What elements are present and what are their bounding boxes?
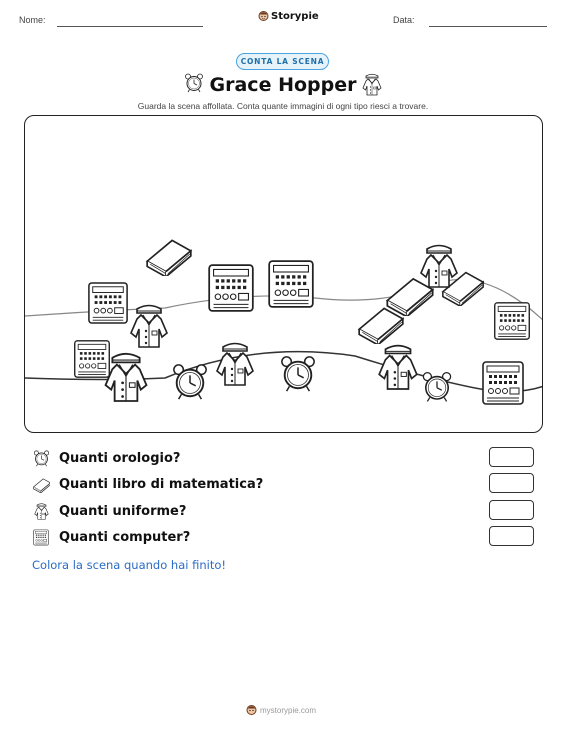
scene-illustration — [25, 116, 543, 433]
question-text: Quanti orologio? — [59, 450, 181, 466]
page-title: Grace Hopper — [209, 74, 357, 96]
computer-icon — [269, 261, 313, 307]
storypie-mascot-icon — [246, 704, 257, 716]
answer-box[interactable] — [489, 447, 534, 467]
name-line[interactable] — [57, 26, 203, 27]
name-label: Nome: — [19, 15, 46, 25]
book-icon — [32, 475, 50, 493]
brand-logo — [258, 10, 319, 22]
uniform-icon — [379, 346, 417, 389]
computer-icon — [209, 265, 253, 311]
computer-icon — [495, 303, 530, 339]
answer-box[interactable] — [489, 473, 534, 493]
question-row — [32, 448, 536, 468]
date-line[interactable] — [429, 26, 547, 27]
question-row — [32, 501, 536, 521]
coloring-note: Colora la scena quando hai finito! — [32, 558, 226, 572]
book-icon — [359, 308, 403, 344]
answer-box[interactable] — [489, 526, 534, 546]
crowded-scene — [24, 115, 543, 433]
book-icon — [147, 240, 191, 276]
instructions: Guarda la scena affollata. Conta quante immagini di ogni tipo riesci a trovare. — [137, 101, 429, 111]
question-text: Quanti uniforme? — [59, 503, 187, 519]
site-footer — [246, 704, 316, 716]
question-row — [32, 527, 536, 547]
question-text: Quanti computer? — [59, 529, 191, 545]
site-url[interactable]: mystorypie.com — [260, 705, 317, 715]
uniform-icon — [361, 72, 383, 96]
activity-badge: CONTA LA SCENA — [236, 53, 329, 70]
storypie-mascot-icon — [258, 10, 269, 22]
book-icon — [387, 279, 432, 317]
computer-icon — [483, 362, 523, 404]
uniform-icon — [217, 344, 253, 386]
brand-name: Storypie — [271, 10, 319, 22]
computer-icon — [32, 528, 50, 546]
uniform-icon — [106, 354, 147, 401]
question-text: Quanti libro di matematica? — [59, 476, 264, 492]
question-row — [32, 474, 536, 494]
clock-icon — [174, 365, 206, 399]
clock-icon — [282, 357, 314, 391]
answer-box[interactable] — [489, 500, 534, 520]
computer-icon — [75, 341, 110, 377]
uniform-icon — [32, 502, 50, 520]
computer-icon — [89, 283, 127, 323]
clock-icon — [423, 373, 450, 402]
date-label: Data: — [393, 15, 415, 25]
clock-icon — [32, 449, 50, 467]
uniform-icon — [421, 246, 457, 288]
uniform-icon — [131, 306, 167, 348]
